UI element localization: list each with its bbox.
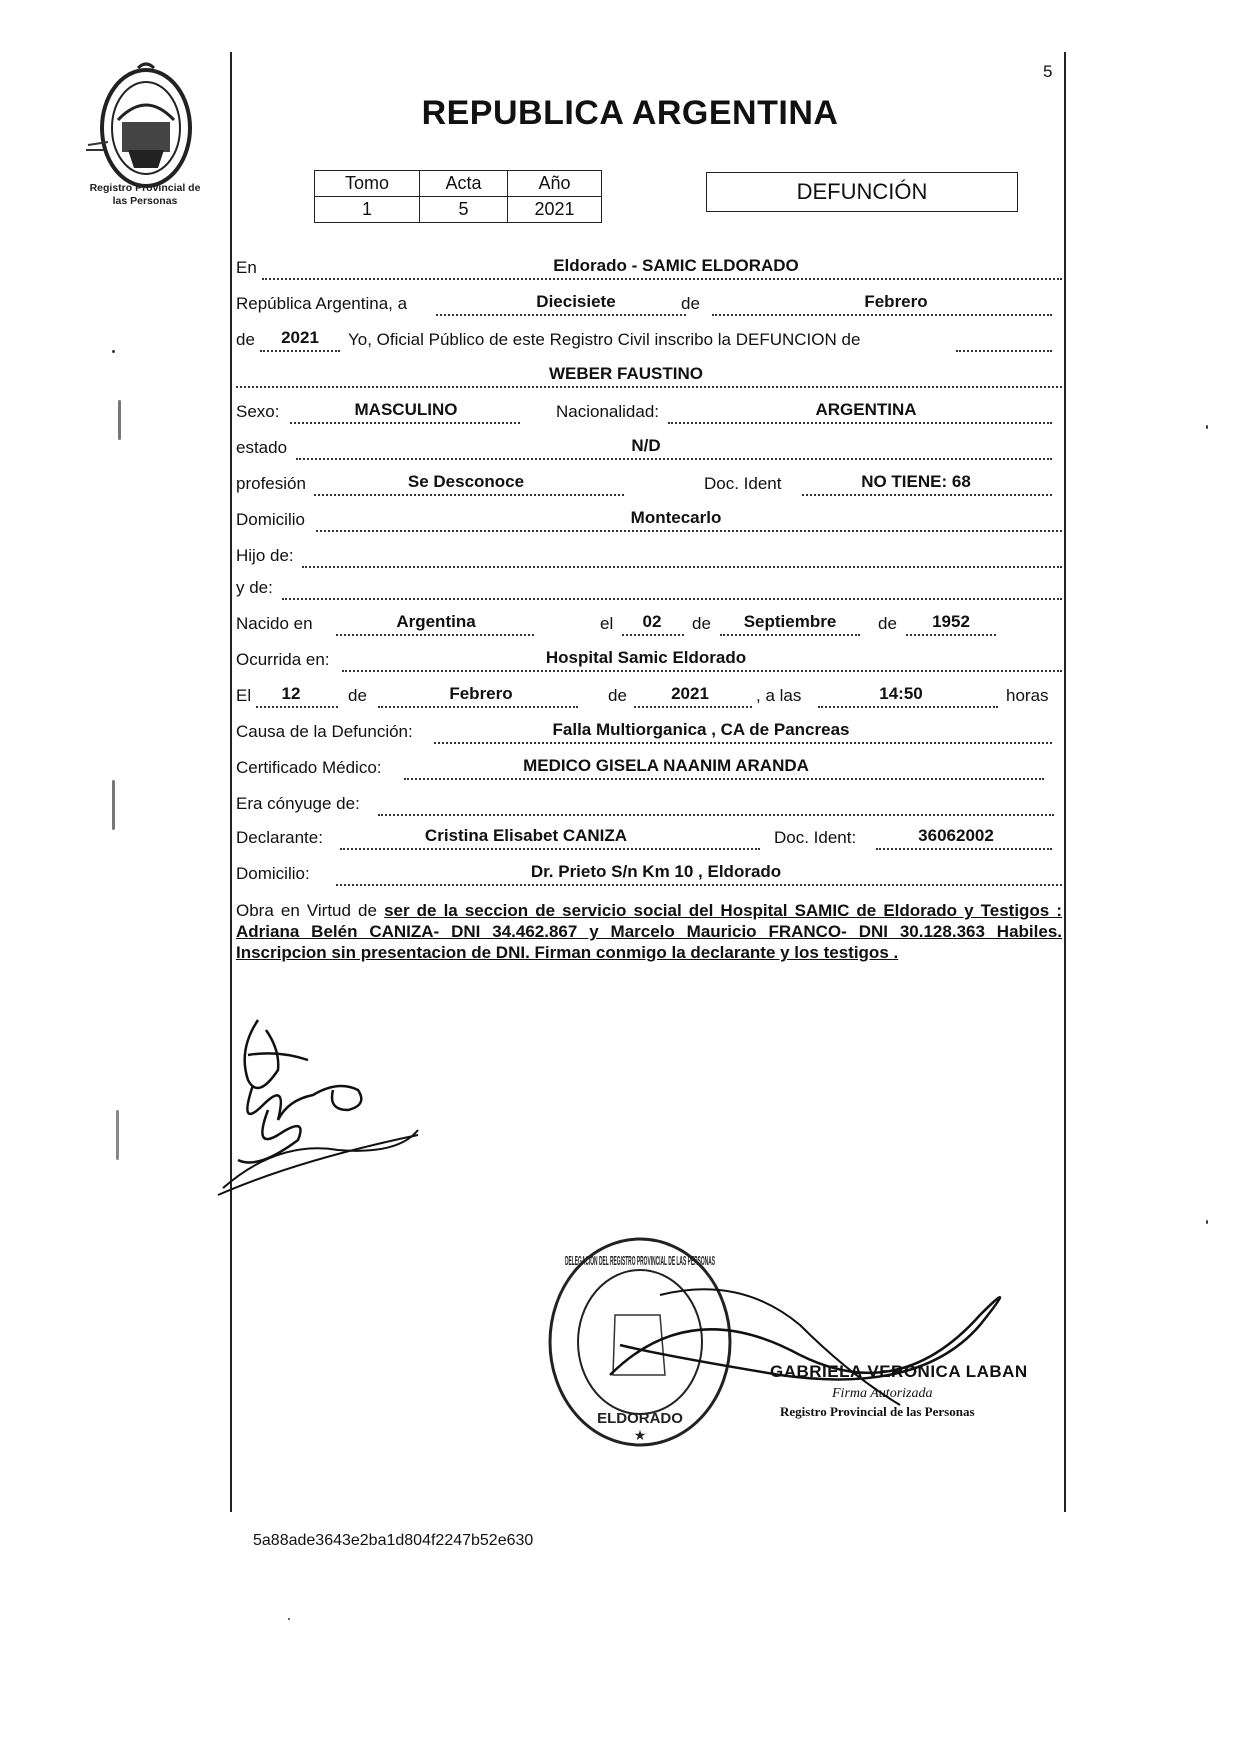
dotted-line — [802, 494, 1052, 496]
act-header-anio: Año — [508, 171, 602, 197]
dotted-line — [378, 814, 1054, 816]
ocurrida-value: Hospital Samic Eldorado — [545, 648, 747, 667]
row-domicilio — [236, 510, 1062, 534]
inscribe-text: Yo, Oficial Público de este Registro Civil inscribo la DEFUNCION de — [348, 330, 861, 349]
dotted-line — [296, 458, 1052, 460]
hijo-label: Hijo de: — [236, 546, 294, 565]
alas-label: , a las — [756, 686, 802, 705]
stamp-inner-text: ELDORADO — [597, 1410, 683, 1427]
nacionalidad-label: Nacionalidad: — [556, 402, 660, 421]
row-year — [236, 330, 1062, 354]
year-de-label: de — [236, 330, 255, 349]
ocurrida-label: Ocurrida en: — [236, 650, 330, 669]
domicilio2-value: Dr. Prieto S/n Km 10 , Eldorado — [530, 862, 782, 881]
dotted-line — [282, 598, 1062, 600]
en-label: En — [236, 258, 257, 277]
declarante-doc-label: Doc. Ident: — [774, 828, 857, 847]
year-value: 2021 — [281, 328, 319, 347]
deceased-name: WEBER FAUSTINO — [549, 364, 703, 383]
dotted-line — [260, 350, 340, 352]
country-title: REPUBLICA ARGENTINA — [421, 94, 839, 132]
place-value: Eldorado - SAMIC ELDORADO — [553, 256, 799, 275]
sexo-value: MASCULINO — [354, 400, 458, 419]
conyuge-label: Era cónyuge de: — [236, 794, 360, 813]
dotted-line — [712, 314, 1052, 316]
sexo-label: Sexo: — [236, 402, 280, 421]
profesion-value: Se Desconoce — [407, 472, 525, 491]
scan-speck — [116, 1110, 119, 1160]
document-type-box: DEFUNCIÓN — [706, 172, 1018, 212]
right-margin-rule — [1064, 52, 1066, 1512]
scan-speck — [1206, 425, 1208, 429]
dotted-line — [256, 706, 338, 708]
dotted-line — [876, 848, 1052, 850]
row-causa — [236, 722, 1062, 746]
signatory-office: Registro Provincial de las Personas — [780, 1404, 975, 1419]
el-label: el — [600, 614, 614, 633]
dotted-line — [302, 566, 1062, 568]
domicilio2-label: Domicilio: — [236, 864, 310, 883]
act-table-value-row — [315, 197, 602, 223]
nacionalidad-value: ARGENTINA — [815, 400, 917, 419]
causa-value: Falla Multiorganica , CA de Pancreas — [552, 720, 850, 739]
death-de1-label: de — [348, 686, 367, 705]
dotted-line — [378, 706, 578, 708]
dotted-line — [314, 494, 624, 496]
dotted-line — [434, 742, 1052, 744]
doc-ident-value: NO TIENE: 68 — [861, 472, 971, 491]
dotted-line — [336, 884, 1062, 886]
death-de2-label: de — [608, 686, 627, 705]
dotted-line — [340, 848, 760, 850]
death-time: 14:50 — [879, 684, 923, 703]
certificado-label: Certificado Médico: — [236, 758, 382, 777]
act-value-anio: 2021 — [508, 197, 602, 223]
dotted-line — [720, 634, 860, 636]
row-certificado — [236, 758, 1062, 782]
nacido-label: Nacido en — [236, 614, 313, 633]
dotted-line — [262, 278, 1062, 280]
scan-speck — [1206, 1220, 1208, 1224]
day-value: Diecisiete — [536, 292, 616, 311]
scan-speck — [118, 400, 121, 440]
month-value: Febrero — [864, 292, 928, 311]
doc-ident-label: Doc. Ident — [704, 474, 782, 493]
row-sex — [236, 402, 1062, 426]
domicilio-label: Domicilio — [236, 510, 305, 529]
domicilio-value: Montecarlo — [630, 508, 722, 527]
dotted-line — [436, 314, 686, 316]
birth-de2-label: de — [878, 614, 897, 633]
row-place — [236, 258, 1062, 282]
yde-label: y de: — [236, 578, 273, 597]
dotted-line — [336, 634, 534, 636]
death-year: 2021 — [671, 684, 709, 703]
dotted-line — [236, 386, 1062, 388]
dotted-line — [622, 634, 684, 636]
note-lead: Obra en Virtud de — [236, 901, 377, 920]
horas-label: horas — [1006, 686, 1049, 705]
row-declarante — [236, 828, 1062, 852]
death-day: 12 — [281, 684, 301, 703]
act-value-tomo: 1 — [315, 197, 420, 223]
svg-text:★: ★ — [633, 1427, 647, 1443]
row-yde — [236, 578, 1062, 602]
de-label: de — [681, 294, 700, 313]
stamp-outer-text: DELEGACION DEL REGISTRO PROVINCIAL DE LAS PERSONAS — [565, 1253, 716, 1268]
registry-caption: Registro Provincial de las Personas — [89, 182, 201, 207]
scan-speck — [288, 1618, 290, 1620]
declarant-signature — [218, 1010, 418, 1200]
dotted-line — [404, 778, 1044, 780]
provincial-emblem — [78, 50, 218, 200]
certificado-value: MEDICO GISELA NAANIM ARANDA — [523, 756, 809, 775]
nacido-value: Argentina — [396, 612, 476, 631]
signatory-role: Firma Autorizada — [832, 1386, 933, 1401]
document-hash: 5a88ade3643e2ba1d804f2247b52e630 — [253, 1532, 534, 1549]
signatory-name: GABRIELA VERONICA LABAN — [770, 1362, 1028, 1381]
row-death-date — [236, 686, 1062, 710]
act-table-header-row — [315, 171, 602, 197]
row-ocurrida — [236, 650, 1062, 674]
birth-month: Septiembre — [743, 612, 837, 631]
row-name — [236, 366, 1062, 390]
page-number: 5 — [1043, 62, 1053, 81]
death-el-label: El — [236, 686, 252, 705]
death-month: Febrero — [449, 684, 513, 703]
birth-year: 1952 — [932, 612, 970, 631]
row-estado — [236, 438, 1062, 462]
dotted-line — [634, 706, 752, 708]
signatory-block — [770, 1362, 1050, 1420]
row-conyuge — [236, 794, 1062, 818]
act-value-acta: 5 — [420, 197, 508, 223]
act-header-acta: Acta — [420, 171, 508, 197]
birth-day: 02 — [642, 612, 662, 631]
dotted-line — [956, 350, 1052, 352]
observations-note — [236, 900, 1062, 963]
act-header-tomo: Tomo — [315, 171, 420, 197]
scan-speck — [112, 780, 115, 830]
dotted-line — [906, 634, 996, 636]
declarante-label: Declarante: — [236, 828, 323, 847]
scan-speck — [112, 350, 115, 353]
estado-value: N/D — [631, 436, 661, 455]
note-body: ser de la seccion de servicio social del Hospital SAMIC de Eldorado y Testigos : Adriana Belén CANIZA- DNI 34.462.867 y Marcelo Mauricio FRANCO- DNI 30.128.363 Habiles. Inscripcion sin presentacion de DNI. Firman conmigo la declarante y los testigos . — [236, 901, 1063, 962]
row-date — [236, 294, 1062, 318]
estado-label: estado — [236, 438, 288, 457]
republica-label: República Argentina, a — [236, 294, 408, 313]
act-table — [314, 170, 602, 223]
declarante-doc-value: 36062002 — [918, 826, 994, 845]
causa-label: Causa de la Defunción: — [236, 722, 413, 741]
declarante-value: Cristina Elisabet CANIZA — [424, 826, 628, 845]
dotted-line — [290, 422, 520, 424]
dotted-line — [818, 706, 998, 708]
dotted-line — [668, 422, 1052, 424]
birth-de1-label: de — [692, 614, 711, 633]
row-hijo — [236, 546, 1062, 570]
row-profesion — [236, 474, 1062, 498]
dotted-line — [316, 530, 1062, 532]
profesion-label: profesión — [236, 474, 306, 493]
left-margin-rule — [230, 52, 232, 1512]
row-domicilio2 — [236, 864, 1062, 888]
row-nacido — [236, 614, 1062, 638]
dotted-line — [342, 670, 1062, 672]
